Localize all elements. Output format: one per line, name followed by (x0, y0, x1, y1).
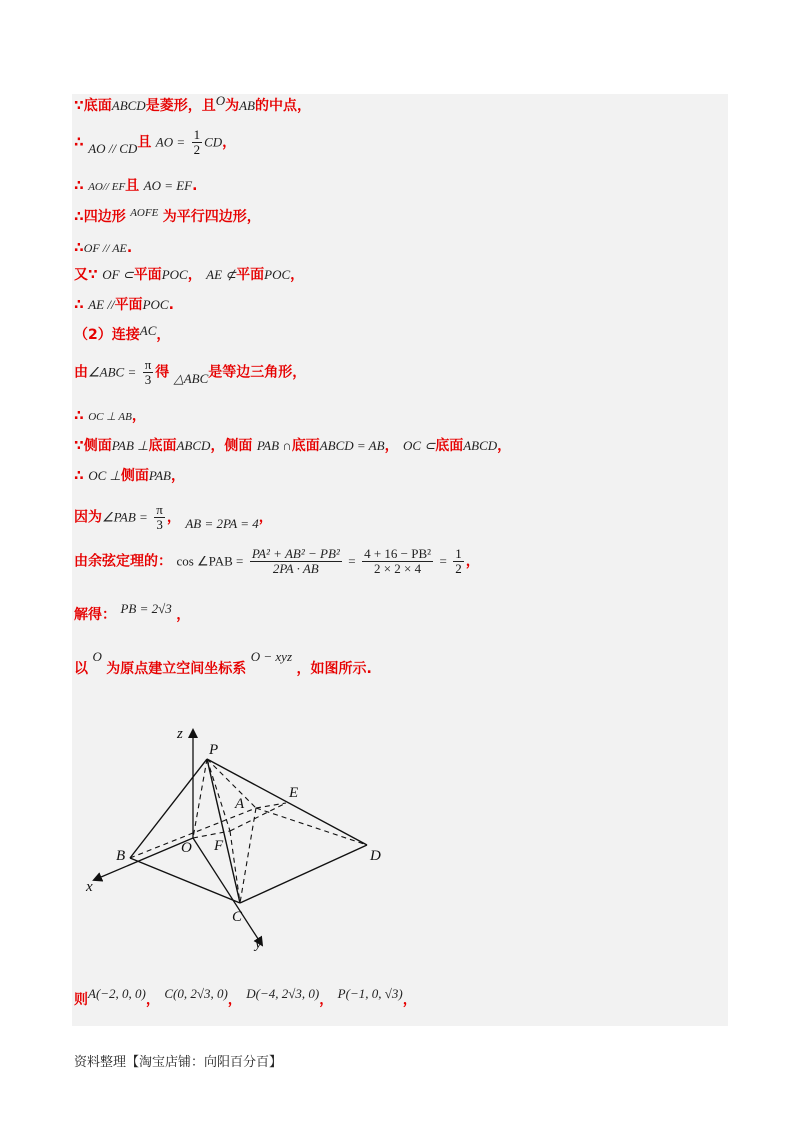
text-line-9 (74, 358, 306, 387)
text-line-5 (74, 239, 132, 257)
text: ∵侧面 (74, 438, 112, 454)
text-line-14 (74, 547, 480, 576)
math: AO // CD (88, 140, 138, 156)
text: 且 (137, 134, 152, 151)
text: 且 (125, 178, 140, 194)
math: = (439, 553, 447, 569)
footer-source: 资料整理【淘宝店铺：向阳百分百】 (74, 1055, 283, 1070)
math: AO = (155, 134, 186, 150)
text: ∴ (74, 240, 84, 256)
y-axis (193, 838, 262, 945)
math: A(−2, 0, 0) (88, 986, 146, 1001)
text: . (192, 178, 198, 194)
pyramid-coordinate-diagram (72, 705, 412, 965)
math: ∠ABC = (88, 364, 137, 380)
text: 以 (74, 661, 88, 677)
text: 底面 (148, 438, 177, 454)
text: ， (156, 327, 171, 343)
text: 为原点建立空间坐标系 (106, 661, 247, 677)
math: PB = 2√3 (120, 601, 172, 616)
text-line-4 (74, 208, 261, 227)
math: ABCD (176, 438, 211, 453)
text: . (126, 240, 133, 256)
label-B: B (116, 848, 126, 864)
text: ， (222, 134, 237, 151)
text: 的中点， (254, 98, 311, 114)
math: O − xyz (250, 649, 293, 664)
math: OF // AE (83, 241, 127, 255)
text: . (168, 297, 174, 313)
math: ∠PAB = (102, 509, 148, 525)
text: ， (227, 992, 242, 1008)
text: 又∵ (74, 267, 98, 283)
text-line-16 (74, 649, 372, 678)
text: ，侧面 (210, 438, 253, 454)
label-x: x (86, 879, 93, 895)
math: AC (139, 323, 157, 338)
fraction: $\frac{1}{2}$ (193, 127, 201, 157)
math: C(0, 2√3, 0) (164, 986, 228, 1001)
math: OC ⊥ AB (88, 411, 132, 423)
text: 平面 (114, 297, 143, 313)
text: 由 (74, 364, 88, 381)
math: AE ⊄ (206, 267, 237, 282)
text: ， (402, 992, 417, 1008)
text: ， (187, 267, 202, 283)
math: D(−4, 2√3, 0) (246, 986, 320, 1001)
text: 侧面 (120, 468, 149, 484)
text: 为平行四边形， (162, 209, 261, 225)
math: POC (264, 267, 291, 282)
fraction: $\frac{\pi}{3}$ (156, 502, 163, 532)
label-z: z (177, 726, 183, 742)
text-line-7 (74, 296, 174, 314)
label-E: E (289, 785, 299, 801)
text: ∴ (74, 178, 84, 194)
solid-edges (130, 759, 367, 903)
text: ， (319, 992, 334, 1008)
math: AOFE (130, 207, 159, 219)
math: = (348, 553, 356, 569)
text: ∴ (74, 468, 84, 484)
text: ， (145, 992, 160, 1008)
math: P(−1, 0, √3) (337, 986, 403, 1001)
text: ， (166, 509, 181, 526)
text: 则 (74, 992, 88, 1008)
text-line-8 (74, 323, 171, 344)
math: PAB ∩ (256, 438, 292, 453)
math: O (215, 93, 226, 108)
text: ， (497, 438, 512, 454)
text: ∴ (74, 408, 84, 424)
text: ， (465, 553, 480, 570)
math: ABCD = AB (319, 438, 385, 453)
text-line-12 (74, 467, 185, 485)
label-O: O (181, 840, 192, 856)
text: ∴四边形 (74, 209, 126, 225)
text-line-15 (74, 601, 191, 624)
text: ， (131, 408, 146, 424)
text: 底面 (291, 438, 320, 454)
text: 因为 (74, 509, 102, 526)
math: AO = EF (143, 178, 193, 193)
math: cos ∠PAB = (176, 553, 244, 569)
label-F: F (214, 838, 224, 854)
math: △ABC (173, 370, 209, 386)
text-line-10 (74, 407, 146, 426)
text-line-13 (74, 503, 273, 532)
label-D: D (370, 848, 381, 864)
math: OC ⊂ (403, 438, 436, 453)
text: ，如图所示. (296, 661, 372, 677)
x-axis (94, 838, 193, 880)
math: AB = 2PA = 4 (185, 515, 259, 531)
text: （2）连接 (74, 327, 140, 343)
math: POC (161, 267, 188, 282)
text: ， (171, 468, 185, 484)
text: 平面 (236, 267, 265, 283)
label-y: y (255, 936, 262, 952)
text: 解得： (74, 607, 116, 623)
label-P: P (209, 742, 219, 758)
math: CD (204, 134, 223, 150)
math: ABCD (463, 438, 498, 453)
text-line-1 (74, 93, 311, 115)
text-line-3 (74, 177, 197, 196)
math: PAB ⊥ (111, 438, 149, 453)
math: OC ⊥ (88, 468, 121, 483)
math: POC (142, 297, 169, 312)
text: ， (290, 267, 305, 283)
math: AB (239, 98, 255, 113)
fraction: $\frac{\text{4 + 16 − PB²}}{2 \times 2 \times 4}$ (364, 546, 432, 576)
text: ∴ (74, 134, 84, 151)
math: O (92, 649, 102, 664)
label-A: A (235, 796, 245, 812)
text: 为 (225, 98, 240, 114)
text: ， (176, 607, 191, 623)
text: 平面 (133, 267, 162, 283)
text: ， (258, 509, 273, 526)
text: 是菱形，且 (145, 98, 216, 114)
math: ABCD (111, 98, 146, 113)
text: 由余弦定理的： (74, 553, 172, 570)
math: PAB (148, 468, 171, 483)
fraction: $\frac{\text{PA² + AB² − PB²}}{2PA \cdot AB}$ (251, 546, 340, 576)
math: OF ⊂ (102, 267, 134, 282)
text: 底面 (435, 438, 464, 454)
text-line-2 (74, 128, 236, 157)
text-line-11 (74, 437, 511, 455)
label-C: C (232, 909, 243, 925)
math: AE // (88, 297, 115, 312)
text: 得 (155, 364, 170, 381)
text: 是等边三角形， (208, 364, 307, 381)
text: ∵底面 (74, 98, 112, 114)
text: ， (384, 438, 399, 454)
fraction: $\frac{1}{2}$ (455, 546, 462, 576)
text-line-17 (74, 986, 417, 1009)
math: AO// EF (88, 181, 126, 193)
text-line-6 (74, 266, 304, 284)
text: ∴ (74, 297, 84, 313)
point-labels (85, 726, 381, 952)
fraction: $\frac{\pi}{3}$ (144, 357, 152, 387)
